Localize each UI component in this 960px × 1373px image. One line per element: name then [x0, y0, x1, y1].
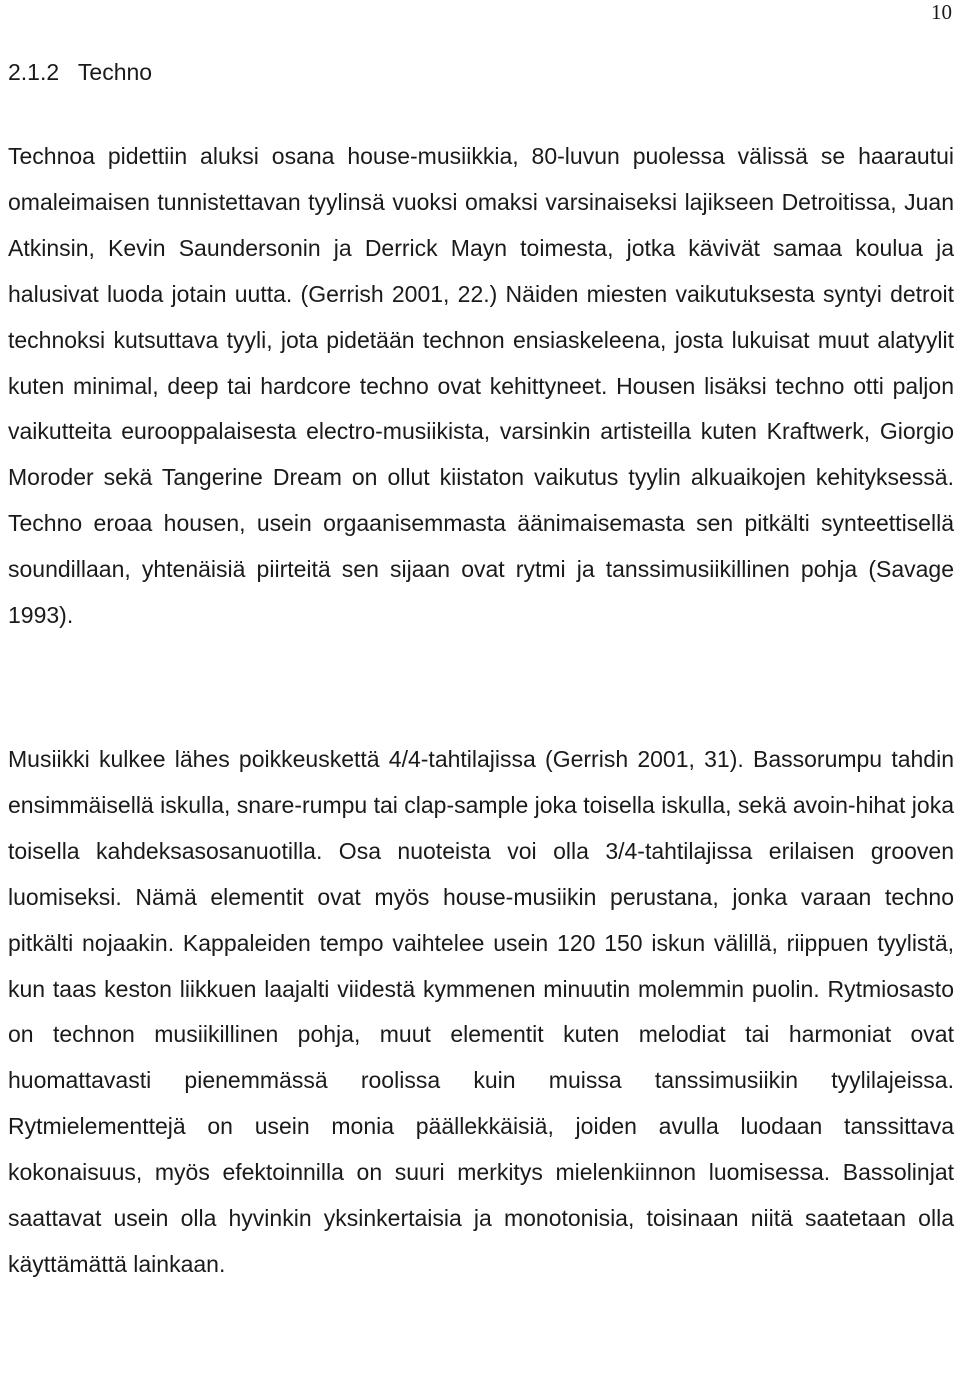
body-paragraph-2: Musiikki kulkee lähes poikkeuskettä 4/4-tahtilajissa (Gerrish 2001, 31). Bassorumpu tahdin ensimmäisellä iskulla, snare-rumpu tai clap-sample joka toisella iskulla, sekä avoin-hihat joka toisella kahdeksasosanuotilla. Osa nuoteista voi olla 3/4-tahtilajissa erilaisen grooven luomiseksi. Nämä elementit ovat myös house-musiikin perustana, jonka varaan techno pitkälti nojaakin. Kappaleiden tempo vaihtelee usein 120 150 iskun välillä, riippuen tyylistä, kun taas keston liikkuen laajalti viidestä kymmenen minuutin molemmin puolin. Rytmiosasto on technon musiikillinen pohja, muut elementit kuten melodiat tai harmoniat ovat huomattavasti pienemmässä roolissa kuin muissa tanssimusiikin tyylilajeissa. Rytmielementtejä on usein monia päällekkäisiä, joiden avulla luodaan tanssittava kokonaisuus, myös efektoinnilla on suuri merkitys mielenkiinnon luomisessa. Bassolinjat saattavat usein olla hyvinkin yksinkertaisia ja monotonisia, toisinaan niitä saatetaan olla käyttämättä lainkaan.: [8, 746, 954, 1277]
body-paragraph-1: Technoa pidettiin aluksi osana house-musiikkia, 80-luvun puolessa välissä se haarautui omaleimaisen tunnistettavan tyylinsä vuoksi omaksi varsinaiseksi lajikseen Detroitissa, Juan Atkinsin, Kevin Saundersonin ja Derrick Mayn toimesta, jotka kävivät samaa koulua ja halusivat luoda jotain uutta. (Gerrish 2001, 22.) Näiden miesten vaikutuksesta syntyi detroit technoksi kutsuttava tyyli, jota pidetään technon ensiaskeleena, josta lukuisat muut alatyylit kuten minimal, deep tai hardcore techno ovat kehittyneet. Housen lisäksi techno otti paljon vaikutteita eurooppalaisesta electro-musiikista, varsinkin artisteilla kuten Kraftwerk, Giorgio Moroder sekä Tangerine Dream on ollut kiistaton vaikutus tyylin alkuaikojen kehityksessä. Techno eroaa housen, usein orgaanisemmasta äänimaisemasta sen pitkälti synteettisellä soundillaan, yhtenäisiä piirteitä sen sijaan ovat rytmi ja tanssimusiikillinen pohja (Savage 1993).: [8, 143, 954, 629]
section-heading: 2.1.2 Techno: [8, 59, 153, 85]
page-number: 10: [931, 0, 952, 24]
